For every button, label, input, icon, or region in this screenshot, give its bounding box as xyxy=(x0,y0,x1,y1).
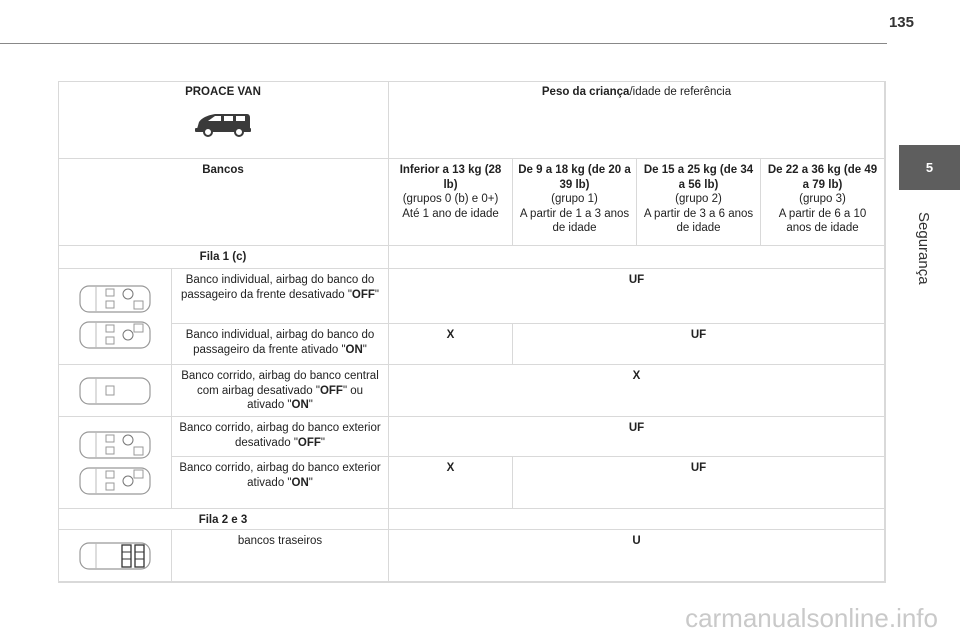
page-number: 135 xyxy=(888,14,914,31)
desc-text: " ou ativado " xyxy=(247,384,364,411)
car-seat-diagram-icon xyxy=(78,430,152,460)
column-header-3 xyxy=(637,159,761,246)
empty-cell xyxy=(389,509,885,530)
desc-text: " xyxy=(374,288,380,301)
desc-bold: ON xyxy=(291,399,309,411)
desc-text: Banco corrido, airbag do banco central com airbag desativado " xyxy=(181,370,379,397)
column-group: (grupo 3) xyxy=(799,193,846,205)
car-seat-diagram-icon xyxy=(78,320,152,350)
desc-text: " xyxy=(362,343,367,356)
value-cell: UF xyxy=(389,269,885,324)
desc-bold: OFF xyxy=(297,436,321,449)
model-header-cell xyxy=(58,81,389,159)
seat-diagram-cell xyxy=(58,417,172,509)
seat-description xyxy=(172,417,389,457)
value-cell: UF xyxy=(389,417,885,457)
desc-text: " xyxy=(320,436,325,449)
desc-bold: OFF xyxy=(351,288,375,301)
watermark: carmanualsonline.info xyxy=(685,603,938,633)
desc-text: Banco corrido, airbag do banco exterior desativado " xyxy=(179,422,381,449)
column-header-1 xyxy=(389,159,513,246)
desc-text: Banco individual, airbag do banco do passageiro da frente desativado " xyxy=(180,274,375,301)
seat-description xyxy=(172,324,389,365)
chapter-title: Segurança xyxy=(915,212,932,285)
value-cell: UF xyxy=(513,324,885,365)
seat-diagram-cell xyxy=(58,365,172,417)
seat-diagram-cell xyxy=(58,530,172,582)
value-cell: X xyxy=(389,324,513,365)
desc-text: Banco individual, airbag do banco do passageiro da frente ativado " xyxy=(185,329,375,356)
column-title: De 15 a 25 kg (de 34 a 56 lb) xyxy=(643,164,754,191)
weight-header-cell xyxy=(389,81,885,159)
seat-diagram-cell xyxy=(58,269,172,365)
seat-description: bancos traseiros xyxy=(172,530,389,582)
seat-description xyxy=(172,269,389,324)
value-cell: UF xyxy=(513,457,885,509)
column-group: (grupos 0 (b) e 0+) xyxy=(402,193,499,205)
row-group-title-1: Fila 1 (c) xyxy=(58,246,389,269)
child-seat-table xyxy=(58,81,885,582)
van-icon xyxy=(193,110,253,138)
empty-cell xyxy=(389,246,885,269)
column-header-2 xyxy=(513,159,637,246)
desc-text: " xyxy=(308,399,313,411)
seats-label: Bancos xyxy=(58,159,389,246)
column-title: De 22 a 36 kg (de 49 a 79 lb) xyxy=(767,164,878,191)
model-name: PROACE VAN xyxy=(185,86,261,98)
weight-header-rest: /idade de referência xyxy=(629,86,732,98)
column-title: De 9 a 18 kg (de 20 a 39 lb) xyxy=(518,164,631,191)
chapter-tab[interactable]: 5 xyxy=(899,145,960,190)
rear-seats-diagram-icon xyxy=(78,541,152,571)
column-age: A partir de 6 a 10 anos de idade xyxy=(778,207,867,234)
column-age: A partir de 1 a 3 anos de idade xyxy=(519,207,630,234)
value-cell: U xyxy=(389,530,885,582)
column-group: (grupo 1) xyxy=(551,193,598,205)
seat-description xyxy=(172,457,389,509)
column-title: Inferior a 13 kg (28 lb) xyxy=(399,164,502,191)
weight-header-bold: Peso da criança xyxy=(541,86,630,98)
car-seat-diagram-icon xyxy=(78,466,152,496)
desc-text: " xyxy=(308,476,313,489)
car-seat-diagram-icon xyxy=(78,284,152,314)
value-cell: X xyxy=(389,365,885,417)
desc-bold: ON xyxy=(291,476,309,489)
desc-text: Banco corrido, airbag do banco exterior ativado " xyxy=(179,462,381,489)
column-group: (grupo 2) xyxy=(675,193,722,205)
column-age: Até 1 ano de idade xyxy=(402,207,499,220)
header-rule xyxy=(0,43,887,44)
value-cell: X xyxy=(389,457,513,509)
car-seat-diagram-icon xyxy=(78,376,152,406)
seat-description xyxy=(172,365,389,417)
column-age: A partir de 3 a 6 anos de idade xyxy=(643,207,754,234)
desc-bold: OFF xyxy=(319,384,343,397)
row-group-title-2: Fila 2 e 3 xyxy=(58,509,389,530)
column-header-4 xyxy=(761,159,885,246)
desc-bold: ON xyxy=(345,343,363,356)
